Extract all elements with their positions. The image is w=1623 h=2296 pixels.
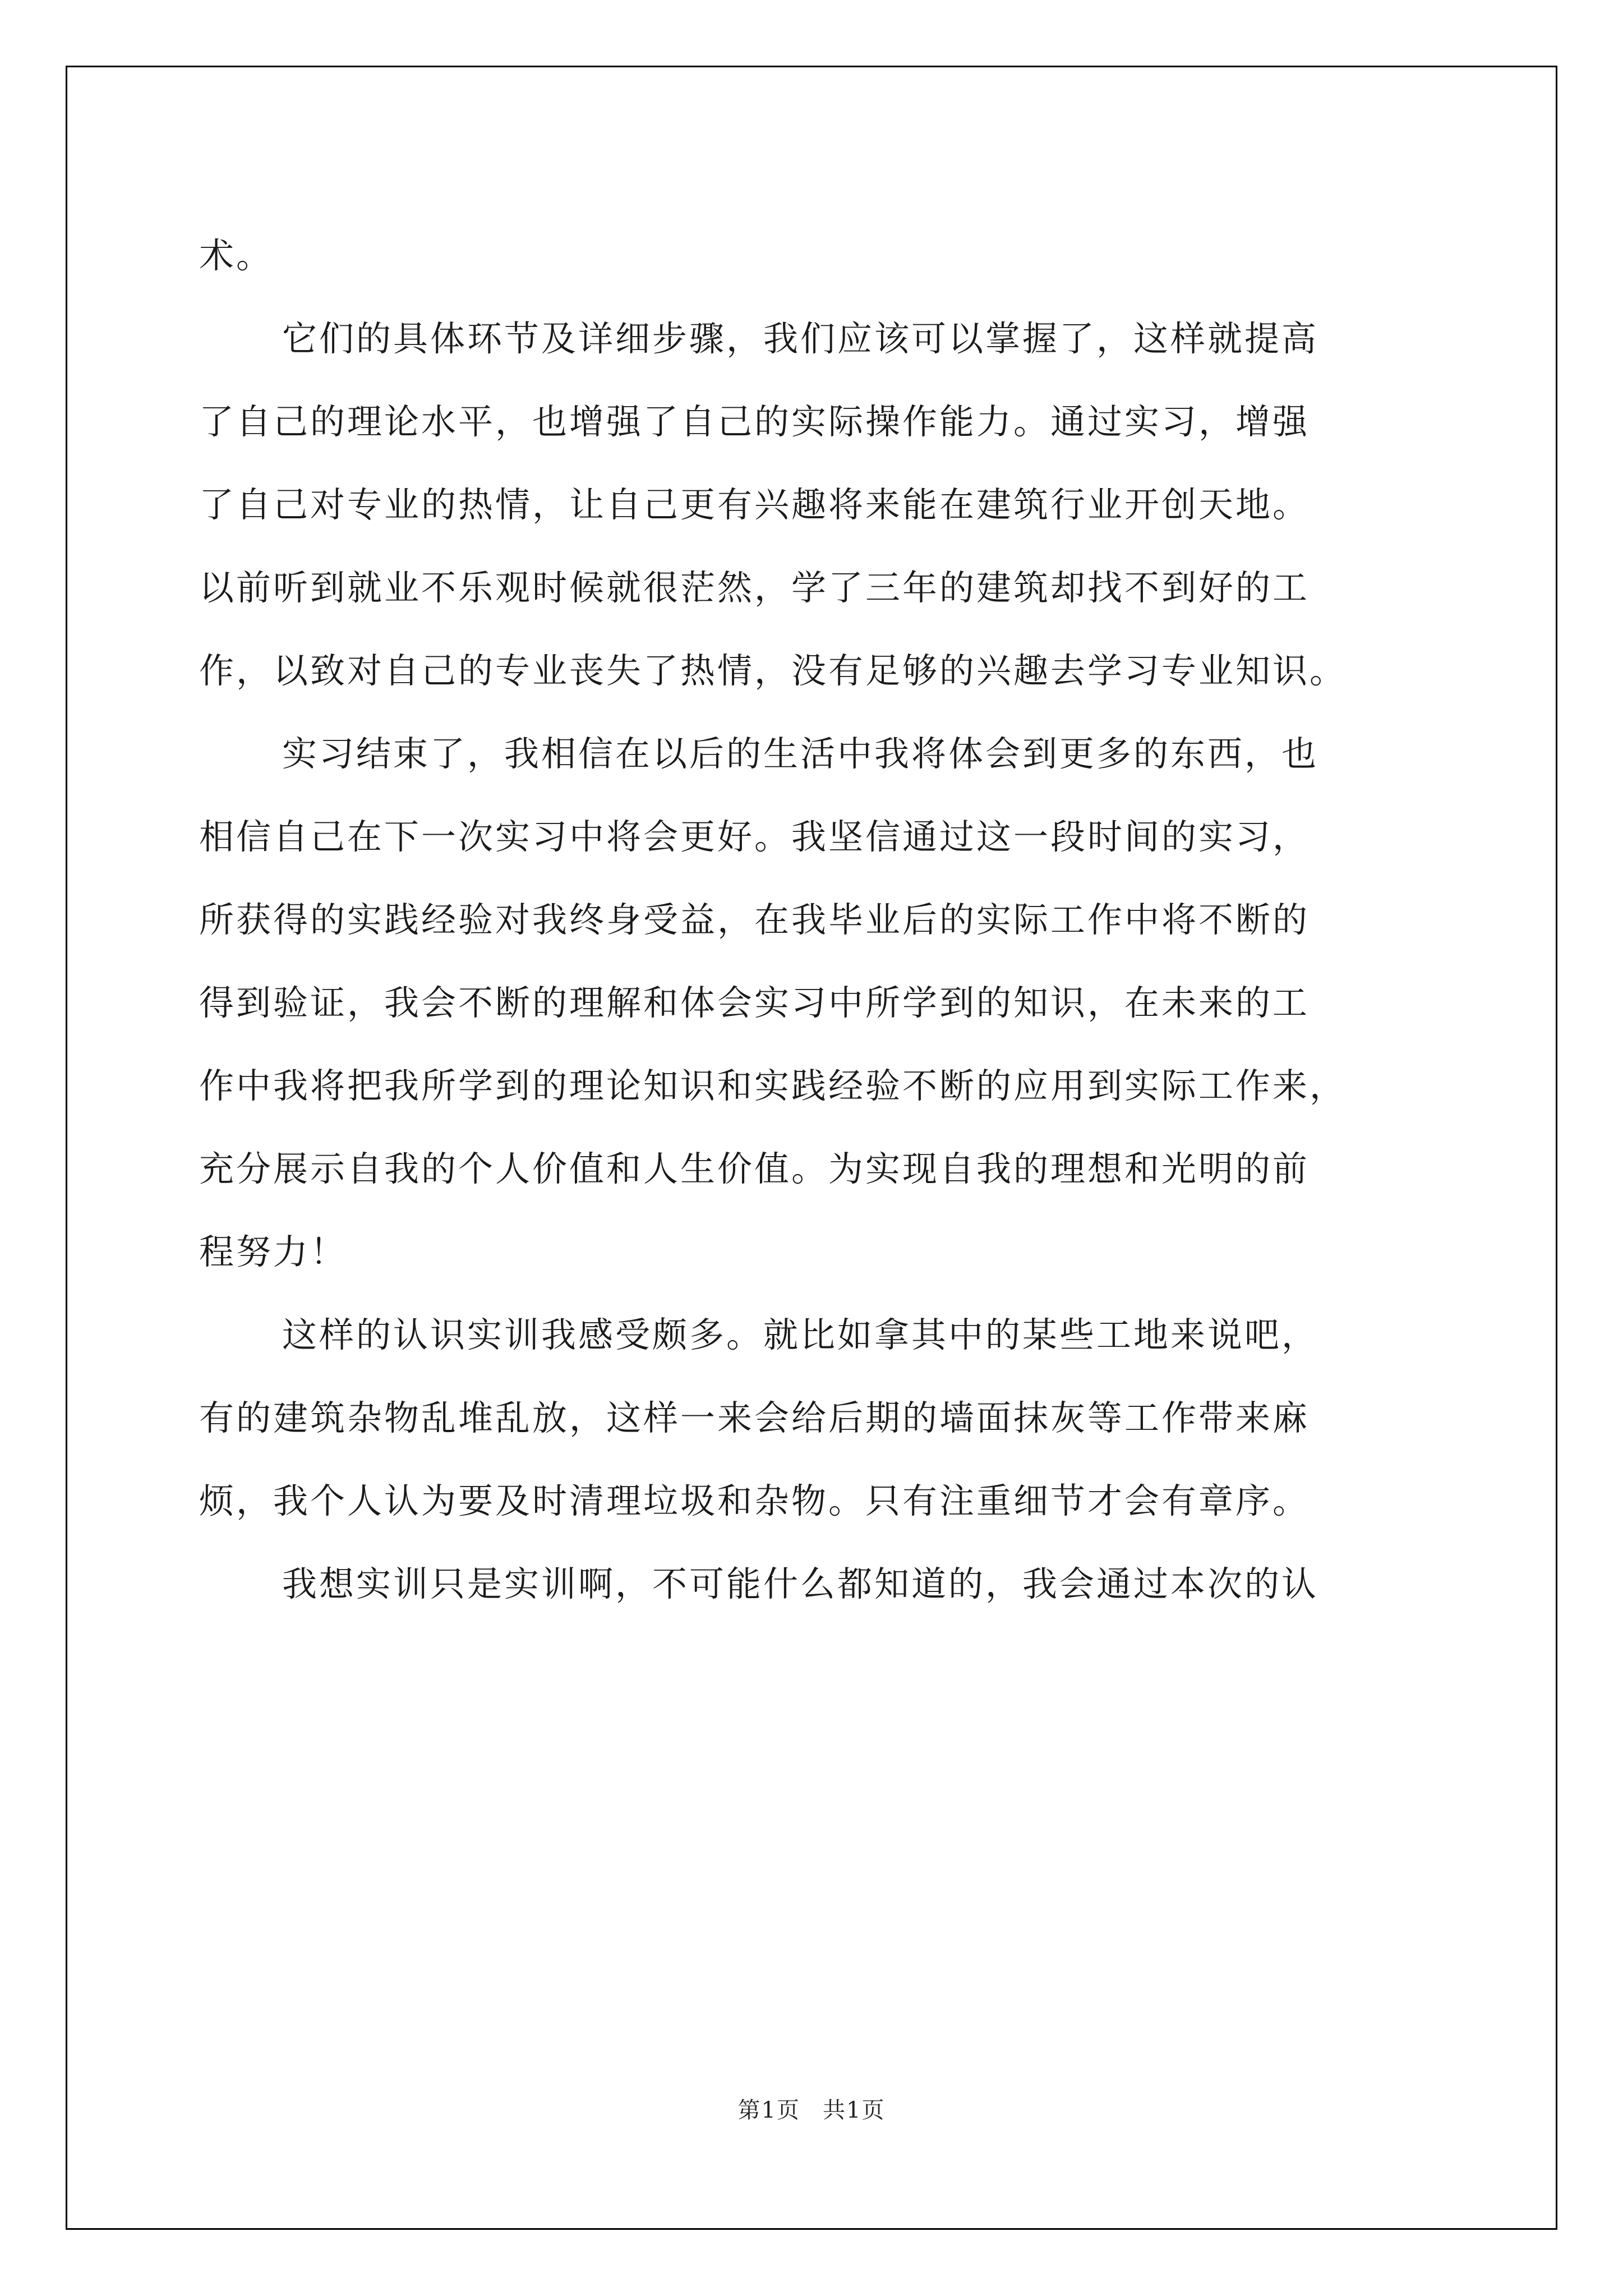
text-line: 烦，我个人认为要及时清理垃圾和杂物。只有注重细节才会有章序。 bbox=[199, 1480, 1310, 1521]
page-number-current: 第1页 bbox=[737, 2097, 800, 2123]
text-line: 以前听到就业不乐观时候就很茫然，学了三年的建筑却找不到好的工 bbox=[199, 567, 1310, 608]
text-line: 了自己的理论水平，也增强了自己的实际操作能力。通过实习，增强 bbox=[199, 401, 1310, 442]
text-line: 作中我将把我所学到的理论知识和实践经验不断的应用到实际工作来， bbox=[199, 1065, 1347, 1106]
text-line: 它们的具体环节及详细步骤，我们应该可以掌握了，这样就提高 bbox=[282, 318, 1319, 359]
page-number-total: 共1页 bbox=[823, 2097, 886, 2123]
document-body bbox=[199, 214, 1455, 1626]
text-line: 相信自己在下一次实习中将会更好。我坚信通过这一段时间的实习， bbox=[199, 816, 1310, 857]
text-line: 作，以致对自己的专业丧失了热情，没有足够的兴趣去学习专业知识。 bbox=[199, 650, 1347, 691]
text-line: 实习结束了，我相信在以后的生活中我将体会到更多的东西，也 bbox=[282, 733, 1319, 774]
text-line: 程努力！ bbox=[199, 1231, 348, 1272]
text-line: 有的建筑杂物乱堆乱放，这样一来会给后期的墙面抹灰等工作带来麻 bbox=[199, 1397, 1310, 1438]
text-line: 得到验证，我会不断的理解和体会实习中所学到的知识，在未来的工 bbox=[199, 982, 1310, 1023]
text-line: 充分展示自我的个人价值和人生价值。为实现自我的理想和光明的前 bbox=[199, 1148, 1310, 1189]
text-line: 这样的认识实训我感受颇多。就比如拿其中的某些工地来说吧， bbox=[282, 1314, 1319, 1355]
text-line: 我想实训只是实训啊，不可能什么都知道的，我会通过本次的认 bbox=[282, 1563, 1319, 1604]
text-line: 术。 bbox=[199, 235, 274, 276]
text-line: 所获得的实践经验对我终身受益，在我毕业后的实际工作中将不断的 bbox=[199, 899, 1310, 940]
page-footer bbox=[0, 2092, 1623, 2124]
text-line: 了自己对专业的热情，让自己更有兴趣将来能在建筑行业开创天地。 bbox=[199, 484, 1310, 525]
